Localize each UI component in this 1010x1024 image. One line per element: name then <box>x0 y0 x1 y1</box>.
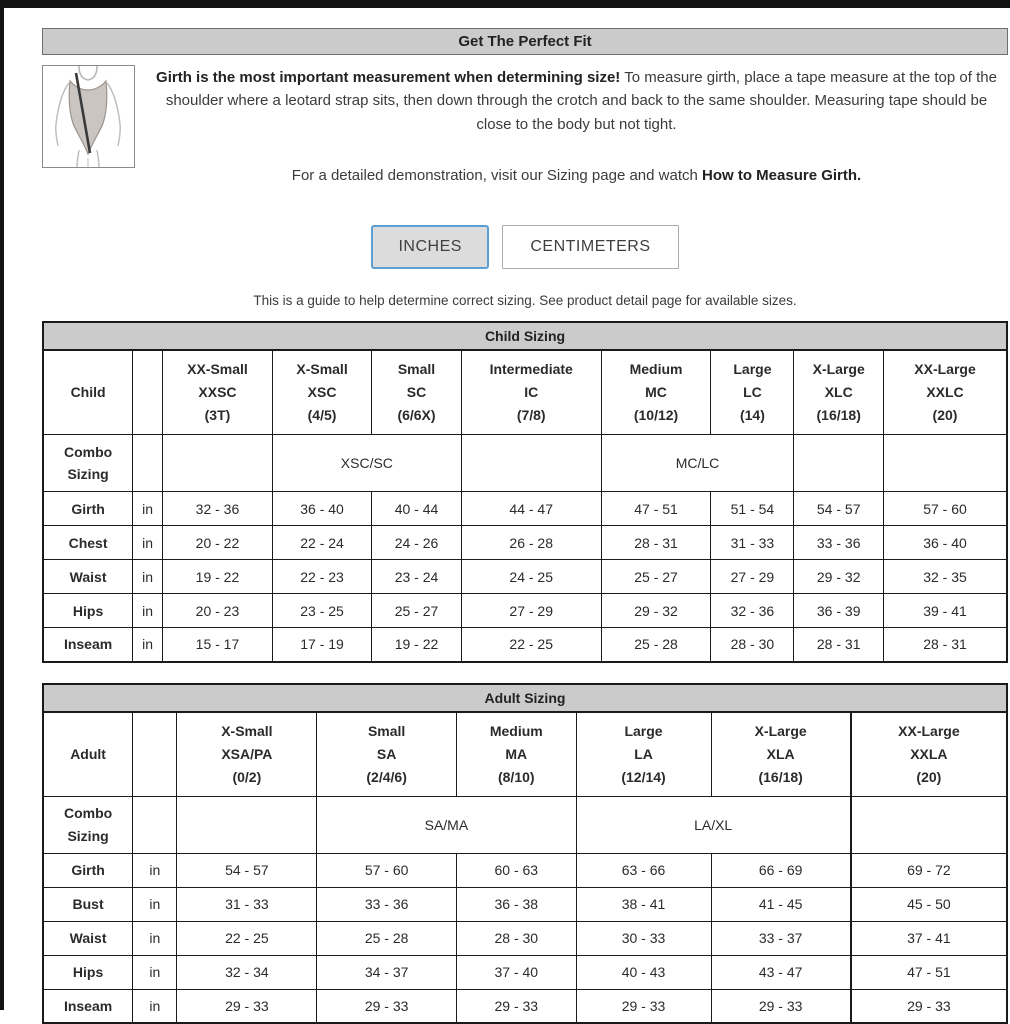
size-cell: 28 - 31 <box>794 628 884 662</box>
size-cell: 27 - 29 <box>711 560 794 594</box>
col-name: Small <box>367 722 406 739</box>
col-range: (16/18) <box>758 768 803 785</box>
unit-cell: in <box>133 526 163 560</box>
size-cell: 24 - 26 <box>372 526 462 560</box>
size-cell: 22 - 25 <box>461 628 601 662</box>
child-table-title: Child Sizing <box>43 322 1007 350</box>
combo-unit-cell <box>133 435 163 492</box>
size-cell: 29 - 33 <box>851 989 1007 1023</box>
col-range: (8/10) <box>497 768 535 785</box>
combo-sizing-label: Combo Sizing <box>43 435 133 492</box>
size-cell: 19 - 22 <box>163 560 273 594</box>
size-cell: 32 - 36 <box>163 492 273 526</box>
size-cell: 30 - 33 <box>576 921 711 955</box>
child-unit-header <box>133 350 163 435</box>
adult-col-x-small <box>177 712 317 797</box>
col-name: Medium <box>489 722 543 739</box>
size-cell: 20 - 23 <box>163 594 273 628</box>
size-cell: 22 - 25 <box>177 921 317 955</box>
unit-cell: in <box>133 989 177 1023</box>
col-range: (2/4/6) <box>366 768 407 785</box>
child-group-label: Child <box>43 350 133 435</box>
child-combo-row <box>43 435 1007 492</box>
size-cell: 33 - 37 <box>711 921 851 955</box>
size-cell: 37 - 41 <box>851 921 1007 955</box>
col-range: (4/5) <box>307 406 337 423</box>
adult-row-bust <box>43 887 1007 921</box>
size-cell: 29 - 33 <box>317 989 457 1023</box>
combo-blank-cell <box>177 796 317 853</box>
col-code: XLA <box>766 745 795 762</box>
row-label: Inseam <box>43 989 133 1023</box>
adult-header-row <box>43 712 1007 797</box>
col-code: XXLA <box>910 745 948 762</box>
combo-xsc-sc: XSC/SC <box>272 435 461 492</box>
intro-text-column <box>145 65 1008 184</box>
size-cell: 57 - 60 <box>317 853 457 887</box>
size-cell: 29 - 33 <box>711 989 851 1023</box>
size-cell: 34 - 37 <box>317 955 457 989</box>
size-cell: 32 - 36 <box>711 594 794 628</box>
combo-blank-cell <box>794 435 884 492</box>
col-code: XSC <box>307 383 337 400</box>
col-code: XLC <box>824 383 853 400</box>
col-code: SA <box>376 745 397 762</box>
col-range: (6/6X) <box>397 406 436 423</box>
size-cell: 28 - 31 <box>601 526 711 560</box>
size-cell: 28 - 30 <box>457 921 577 955</box>
adult-sizing-table <box>42 683 1008 1024</box>
child-col-small <box>372 350 462 435</box>
row-label: Girth <box>43 492 133 526</box>
col-range: (14) <box>739 406 765 423</box>
size-cell: 36 - 40 <box>272 492 371 526</box>
col-name: Medium <box>629 360 683 377</box>
row-label: Waist <box>43 560 133 594</box>
size-cell: 47 - 51 <box>851 955 1007 989</box>
col-name: X-Small <box>221 722 273 739</box>
leotard-diagram-image <box>42 65 135 168</box>
adult-unit-header <box>133 712 177 797</box>
size-cell: 28 - 31 <box>884 628 1007 662</box>
col-name: XX-Large <box>898 722 960 739</box>
size-cell: 20 - 22 <box>163 526 273 560</box>
size-cell: 44 - 47 <box>461 492 601 526</box>
size-chart-page <box>4 8 1010 1024</box>
adult-sizing-section <box>42 683 1008 1024</box>
row-label: Bust <box>43 887 133 921</box>
col-name: Small <box>397 360 436 377</box>
adult-row-inseam <box>43 989 1007 1023</box>
adult-group-label: Adult <box>43 712 133 797</box>
unit-cell: in <box>133 594 163 628</box>
combo-sizing-label: Combo Sizing <box>43 796 133 853</box>
combo-blank-cell <box>461 435 601 492</box>
col-code: IC <box>524 383 539 400</box>
size-cell: 29 - 33 <box>457 989 577 1023</box>
combo-unit-cell <box>133 796 177 853</box>
col-name: X-Small <box>296 360 348 377</box>
adult-col-medium <box>457 712 577 797</box>
col-code: XXSC <box>198 383 237 400</box>
col-range: (0/2) <box>232 768 262 785</box>
col-name: XX-Small <box>187 360 248 377</box>
size-cell: 37 - 40 <box>457 955 577 989</box>
adult-combo-row <box>43 796 1007 853</box>
combo-sa-ma: SA/MA <box>317 796 576 853</box>
size-cell: 25 - 28 <box>317 921 457 955</box>
row-label: Waist <box>43 921 133 955</box>
col-code: SC <box>406 383 427 400</box>
size-cell: 28 - 30 <box>711 628 794 662</box>
sizing-guide-note: This is a guide to help determine correct sizing. See product detail page for available sizes. <box>253 292 797 308</box>
col-name: Intermediate <box>489 360 573 377</box>
unit-cell: in <box>133 955 177 989</box>
row-label: Hips <box>43 955 133 989</box>
size-cell: 33 - 36 <box>317 887 457 921</box>
demo-line-bold: How to Measure Girth. <box>702 166 862 184</box>
col-code: LC <box>743 383 762 400</box>
col-code: MC <box>645 383 667 400</box>
girth-instructions-text: To measure girth, place a tape measure at the top of the shoulder where a leotard strap sits, then down through the crotch and back to the same shoulder. Measuring tape should be close to the body but not tight. <box>165 69 997 133</box>
child-col-medium <box>601 350 711 435</box>
row-label: Chest <box>43 526 133 560</box>
adult-col-small <box>317 712 457 797</box>
size-cell: 41 - 45 <box>711 887 851 921</box>
size-cell: 27 - 29 <box>461 594 601 628</box>
size-cell: 38 - 41 <box>576 887 711 921</box>
unit-cell: in <box>133 921 177 955</box>
unit-cell: in <box>133 492 163 526</box>
adult-row-hips <box>43 955 1007 989</box>
size-cell: 29 - 33 <box>177 989 317 1023</box>
unit-cell: in <box>133 853 177 887</box>
size-cell: 22 - 23 <box>272 560 371 594</box>
size-cell: 26 - 28 <box>461 526 601 560</box>
child-table-title-row <box>43 322 1007 350</box>
girth-instructions <box>145 65 1008 136</box>
size-cell: 66 - 69 <box>711 853 851 887</box>
size-cell: 29 - 33 <box>576 989 711 1023</box>
size-cell: 45 - 50 <box>851 887 1007 921</box>
size-cell: 19 - 22 <box>372 628 462 662</box>
child-col-x-large <box>794 350 884 435</box>
size-cell: 22 - 24 <box>272 526 371 560</box>
col-range: (20) <box>932 406 958 423</box>
child-col-large <box>711 350 794 435</box>
size-cell: 36 - 38 <box>457 887 577 921</box>
size-cell: 15 - 17 <box>163 628 273 662</box>
adult-col-large <box>576 712 711 797</box>
adult-col-x-large <box>711 712 851 797</box>
size-cell: 23 - 24 <box>372 560 462 594</box>
col-range: (10/12) <box>633 406 679 423</box>
demo-line-text: For a detailed demonstration, visit our Sizing page and watch <box>291 166 698 184</box>
combo-la-xl: LA/XL <box>576 796 851 853</box>
child-row-inseam <box>43 628 1007 662</box>
row-label: Hips <box>43 594 133 628</box>
row-label: Girth <box>43 853 133 887</box>
size-cell: 54 - 57 <box>794 492 884 526</box>
child-col-xx-small <box>163 350 273 435</box>
child-col-xx-large <box>884 350 1007 435</box>
adult-row-waist <box>43 921 1007 955</box>
size-cell: 40 - 44 <box>372 492 462 526</box>
size-cell: 31 - 33 <box>177 887 317 921</box>
leotard-girth-icon <box>43 66 134 167</box>
size-cell: 23 - 25 <box>272 594 371 628</box>
col-range: (16/18) <box>816 406 861 423</box>
col-range: (3T) <box>204 406 231 423</box>
size-cell: 60 - 63 <box>457 853 577 887</box>
col-code: XSA/PA <box>221 745 273 762</box>
col-name: X-Large <box>754 722 807 739</box>
size-cell: 24 - 25 <box>461 560 601 594</box>
size-cell: 36 - 39 <box>794 594 884 628</box>
size-cell: 25 - 27 <box>372 594 462 628</box>
col-range: (12/14) <box>621 768 666 785</box>
col-code: LA <box>634 745 653 762</box>
child-row-waist <box>43 560 1007 594</box>
child-header-row <box>43 350 1007 435</box>
child-row-chest <box>43 526 1007 560</box>
child-sizing-table <box>42 321 1008 663</box>
combo-blank-cell <box>884 435 1007 492</box>
page-title: Get The Perfect Fit <box>42 28 1008 55</box>
size-cell: 51 - 54 <box>711 492 794 526</box>
size-cell: 43 - 47 <box>711 955 851 989</box>
size-cell: 32 - 35 <box>884 560 1007 594</box>
col-name: Large <box>624 722 663 739</box>
size-cell: 47 - 51 <box>601 492 711 526</box>
adult-table-title: Adult Sizing <box>43 684 1007 712</box>
size-cell: 63 - 66 <box>576 853 711 887</box>
adult-row-girth <box>43 853 1007 887</box>
size-cell: 29 - 32 <box>601 594 711 628</box>
col-range: (20) <box>916 768 942 785</box>
size-cell: 36 - 40 <box>884 526 1007 560</box>
size-cell: 33 - 36 <box>794 526 884 560</box>
col-name: XX-Large <box>914 360 976 377</box>
size-cell: 57 - 60 <box>884 492 1007 526</box>
size-cell: 69 - 72 <box>851 853 1007 887</box>
demo-line <box>145 167 1008 184</box>
size-cell: 32 - 34 <box>177 955 317 989</box>
col-code: XXLC <box>926 383 964 400</box>
centimeters-button[interactable]: CENTIMETERS <box>502 225 678 269</box>
size-cell: 25 - 28 <box>601 628 711 662</box>
col-name: X-Large <box>812 360 865 377</box>
combo-blank-cell <box>163 435 273 492</box>
col-code: MA <box>505 745 528 762</box>
col-range: (7/8) <box>516 406 546 423</box>
combo-mc-lc: MC/LC <box>601 435 794 492</box>
size-cell: 31 - 33 <box>711 526 794 560</box>
col-name: Large <box>733 360 772 377</box>
size-cell: 29 - 32 <box>794 560 884 594</box>
size-cell: 54 - 57 <box>177 853 317 887</box>
unit-cell: in <box>133 560 163 594</box>
size-cell: 25 - 27 <box>601 560 711 594</box>
child-col-x-small <box>272 350 371 435</box>
inches-button[interactable]: INCHES <box>371 225 488 269</box>
unit-toggle <box>42 225 1008 269</box>
child-sizing-section <box>42 321 1008 663</box>
combo-blank-cell <box>851 796 1007 853</box>
unit-cell: in <box>133 628 163 662</box>
child-row-girth <box>43 492 1007 526</box>
unit-cell: in <box>133 887 177 921</box>
adult-table-title-row <box>43 684 1007 712</box>
girth-instructions-bold: Girth is the most important measurement when determining size! <box>156 69 621 86</box>
adult-col-xx-large <box>851 712 1007 797</box>
row-label: Inseam <box>43 628 133 662</box>
size-cell: 40 - 43 <box>576 955 711 989</box>
child-col-intermediate <box>461 350 601 435</box>
intro-section <box>42 65 1008 184</box>
size-cell: 39 - 41 <box>884 594 1007 628</box>
child-row-hips <box>43 594 1007 628</box>
size-cell: 17 - 19 <box>272 628 371 662</box>
